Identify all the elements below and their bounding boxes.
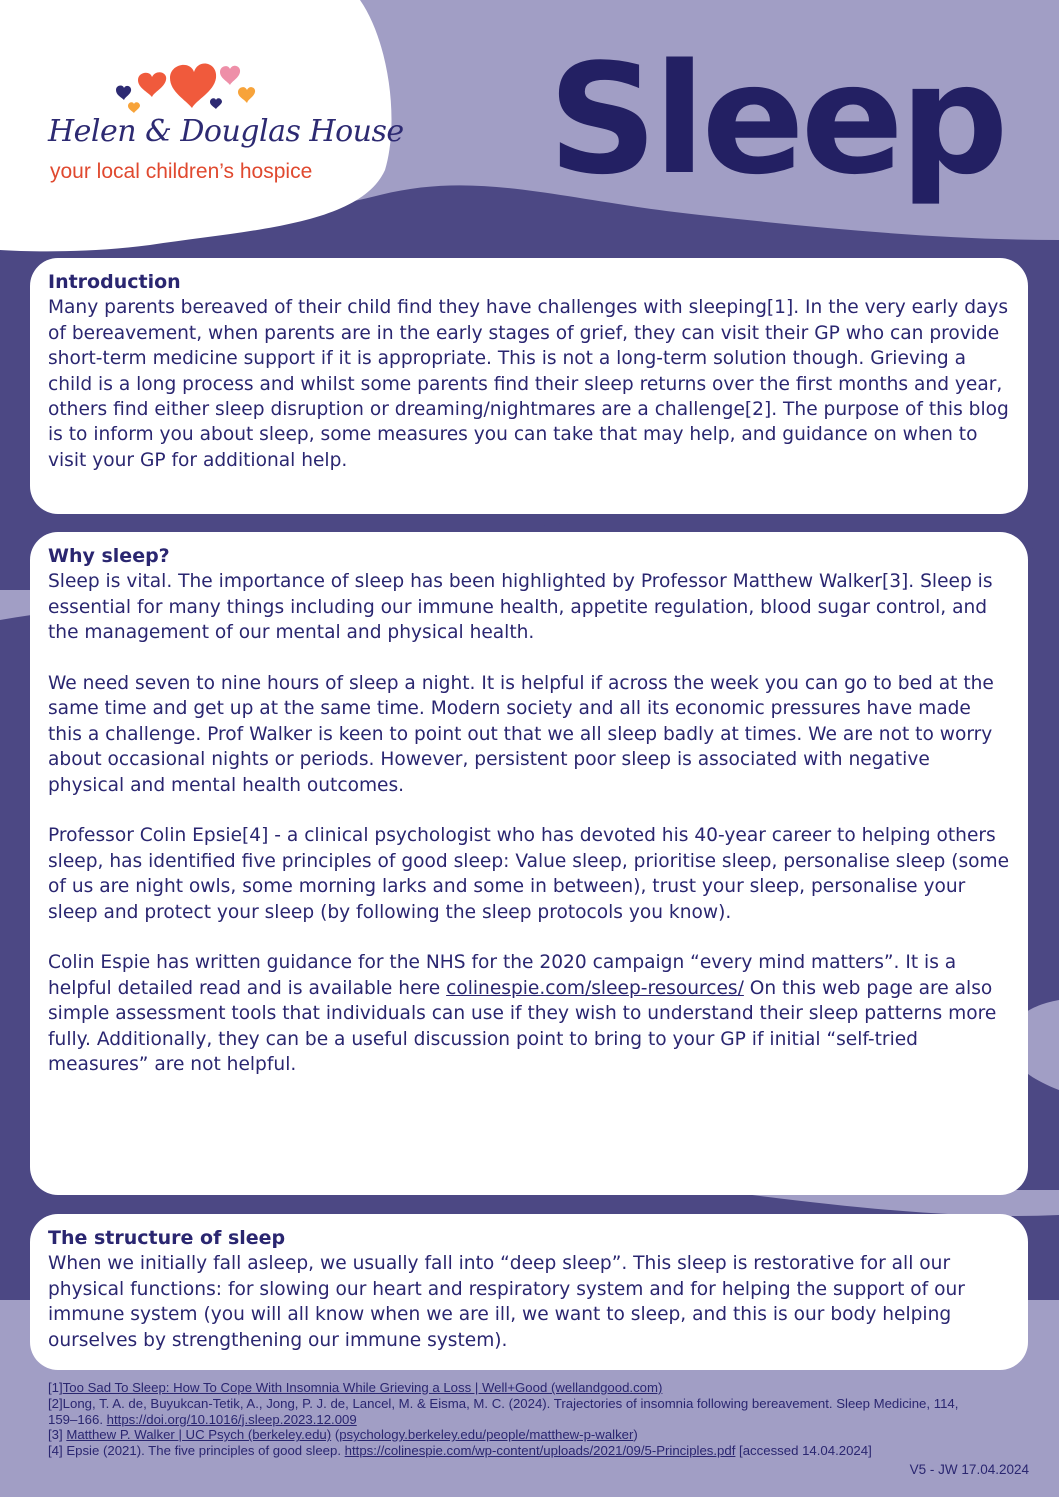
version-label: V5 - JW 17.04.2024 [909, 1462, 1029, 1477]
footnote-1 [48, 1380, 988, 1396]
footnote-1-link[interactable]: Too Sad To Sleep: How To Cope With Insomnia While Grieving a Loss | Well+Good (wellandgood.com) [62, 1380, 663, 1395]
logo-tagline: your local children’s hospice [50, 160, 313, 183]
footnote-3-close-paren: ) [633, 1427, 638, 1443]
why-sleep-paragraph-2: We need seven to nine hours of sleep a night. It is helpful if across the week you can go to bed at the same time and get up at the same time. Modern society and all its economic pressures have made this a challenge. Prof Walker is keen to point out that we all sleep badly at times. We are not to worry about occasional nights or periods. However, persistent poor sleep is associated with negative physical and mental health outcomes. [48, 673, 994, 796]
why-sleep-card [30, 532, 1028, 1195]
hearts-icon [78, 50, 278, 120]
footnote-4-pdf-link[interactable]: https://colinespie.com/wp-content/uploads/2021/09/5-Principles.pdf [344, 1443, 736, 1459]
structure-body: When we initially fall asleep, we usually fall into “deep sleep”. This sleep is restorative for all our physical functions: for slowing our heart and respiratory system and for helping the support of our immune system (you will all know when we are ill, we want to sleep, and this is our body helping ourselves by strengthening our immune system). [48, 1253, 965, 1351]
paragraph-4-text-before: Colin Espie has written guidance for the NHS for the 2020 campaign “every mind matters”. It is a helpful detailed read and is available here [48, 952, 957, 999]
footnote-3 [48, 1427, 988, 1443]
logo [40, 44, 404, 194]
introduction-card [30, 258, 1028, 514]
introduction-body: Many parents bereaved of their child find they have challenges with sleeping[1]. In the very early days of bereavement, when parents are in the early stages of grief, they can visit their GP who can provide short-term medicine support if it is appropriate. This is not a long-term solution though. Grieving a child is a long process and whilst some parents find their sleep returns over the first months and year, others find either sleep disruption or dreaming/nightmares are a challenge[2]. The purpose of this blog is to inform you about sleep, some measures you can take that may help, and guidance on when to visit your GP for additional help. [48, 297, 1009, 471]
why-sleep-paragraph-4 [48, 950, 1010, 1077]
why-sleep-paragraph-3: Professor Colin Epsie[4] - a clinical psychologist who has devoted his 40-year career to helping others sleep, has identified five principles of good sleep: Value sleep, prioritise sleep, personalise sleep (some of us are night owls, some morning larks and some in between), trust your sleep, personalise your sleep and protect your sleep (by following the sleep protocols you know). [48, 825, 1010, 923]
why-sleep-heading: Why sleep? [48, 545, 170, 567]
introduction-heading: Introduction [48, 271, 181, 293]
why-sleep-paragraph-1: Sleep is vital. The importance of sleep has been highlighted by Professor Matthew Walker[3]. Sleep is essential for many things including our immune health, appetite regulation, blood sugar control, and the management of our mental and physical health. [48, 571, 993, 644]
structure-heading: The structure of sleep [48, 1227, 286, 1249]
logo-brand-name: Helen & Douglas House [48, 114, 404, 149]
footnote-3-link-berkeley[interactable]: psychology.berkeley.edu/people/matthew-p-walker [339, 1427, 634, 1443]
colinespie-resources-link[interactable]: colinespie.com/sleep-resources/ [446, 977, 744, 999]
footnotes [48, 1380, 988, 1459]
page-title: Sleep [548, 31, 1005, 208]
structure-of-sleep-card [30, 1214, 1028, 1370]
footnote-4 [48, 1443, 988, 1459]
footnote-2-doi-link[interactable]: https://doi.org/10.1016/j.sleep.2023.12.009 [106, 1411, 357, 1427]
paragraph-4-text-after: On this web page are also simple assessment tools that individuals can use if they wish to understand their sleep patterns more fully. Additionally, they can be a useful discussion point to bring to your GP if initial “self-tried measures” are not helpful. [48, 977, 997, 1076]
footnote-2 [48, 1396, 988, 1428]
footnote-3-open-paren: ( [331, 1427, 340, 1443]
footnote-2-text: [2]Long, T. A. de, Buyukcan-Tetik, A., Jong, P. J. de, Lancel, M. & Eisma, M. C. (2024). Trajectories of insomnia following bereavement. Sleep Medicine, 114, 159–166. [48, 1395, 959, 1427]
footnote-4-text: [4] Epsie (2021). The five principles of good sleep. [48, 1443, 345, 1459]
footnote-4-accessed: [accessed 14.04.2024] [735, 1443, 872, 1459]
footnote-1-marker: [1] [48, 1380, 63, 1395]
footnote-3-marker: [3] [48, 1427, 67, 1443]
footnote-3-link-walker[interactable]: Matthew P. Walker | UC Psych (berkeley.edu) [66, 1427, 332, 1443]
